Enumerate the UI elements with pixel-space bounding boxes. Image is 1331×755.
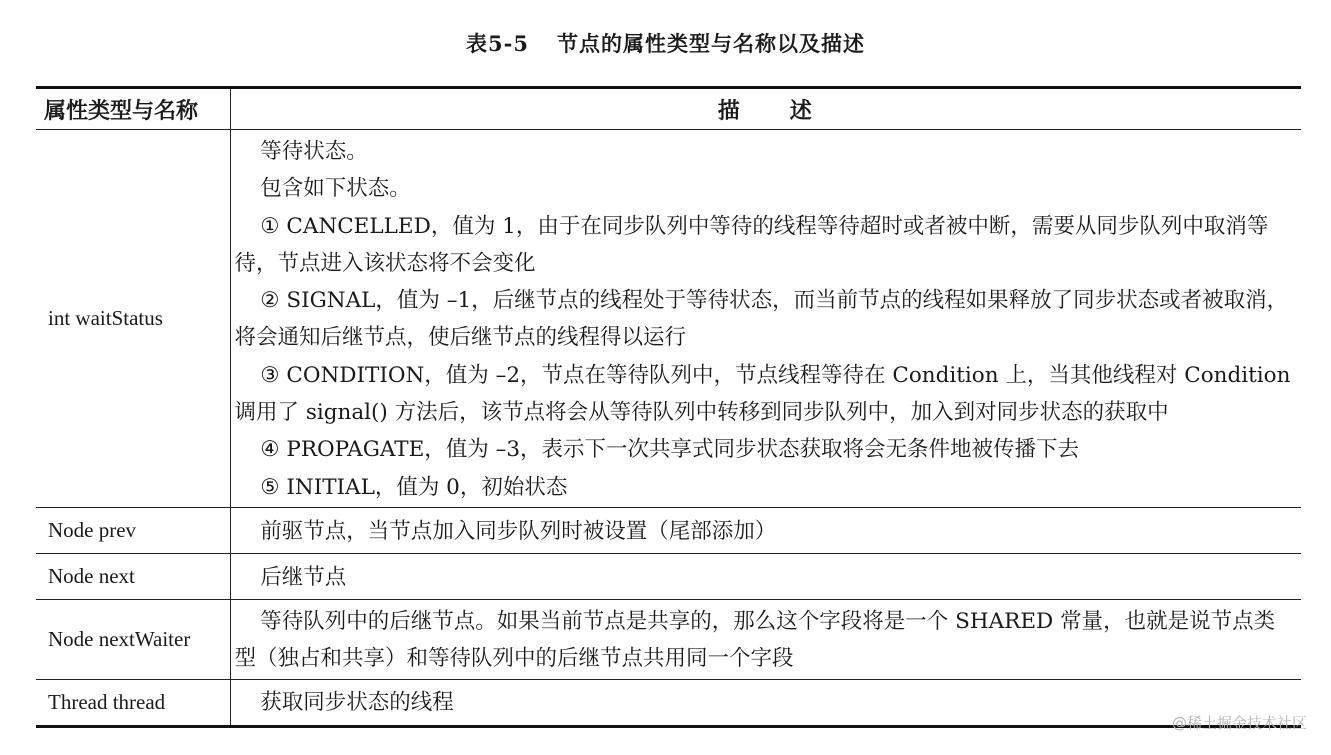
attr-name: Node next bbox=[36, 553, 230, 599]
table-row bbox=[36, 507, 1301, 553]
attr-description bbox=[230, 553, 1301, 599]
desc-paragraph: 等待状态。 bbox=[260, 139, 368, 164]
desc-paragraph: ① CANCELLED，值为 1，由于在同步队列中等待的线程等待超时或者被中断，需要从同步队列中取消等待，节点进入该状态将不会变化 bbox=[234, 213, 1269, 276]
desc-paragraph: ③ CONDITION，值为 –2，节点在等待队列中，节点线程等待在 Condition 上，当其他线程对 Condition 调用了 signal() 方法后，该节点将会从等待队列中转移到同步队列中，加入到对同步状态的获取中 bbox=[234, 362, 1291, 426]
table-number: 表5-5 bbox=[466, 31, 529, 56]
table-header-row bbox=[36, 88, 1301, 130]
desc-paragraph: 包含如下状态。 bbox=[260, 176, 411, 202]
table-title: 节点的属性类型与名称以及描述 bbox=[556, 31, 865, 56]
attr-description bbox=[230, 507, 1301, 553]
desc-paragraph: 后继节点 bbox=[260, 564, 347, 590]
attribute-table bbox=[36, 86, 1301, 728]
desc-paragraph: ④ PROPAGATE，值为 –3，表示下一次共享式同步状态获取将会无条件地被传播下去 bbox=[260, 437, 1080, 463]
table-row bbox=[36, 553, 1301, 599]
attr-description bbox=[230, 130, 1301, 508]
attr-name: Thread thread bbox=[36, 679, 230, 726]
table-caption bbox=[0, 28, 1331, 58]
attr-description bbox=[230, 679, 1301, 726]
table-row bbox=[36, 679, 1301, 726]
table-row bbox=[36, 130, 1301, 508]
desc-paragraph: 前驱节点，当节点加入同步队列时被设置（尾部添加） bbox=[260, 518, 777, 544]
desc-paragraph: ② SIGNAL，值为 –1，后继节点的线程处于等待状态，而当前节点的线程如果释放了同步状态或者被取消，将会通知后继节点，使后继节点的线程得以运行 bbox=[234, 288, 1289, 351]
header-name: 属性类型与名称 bbox=[36, 88, 230, 130]
attr-name: Node nextWaiter bbox=[36, 599, 230, 679]
attr-name: Node prev bbox=[36, 507, 230, 553]
table-row bbox=[36, 599, 1301, 679]
desc-paragraph: 获取同步状态的线程 bbox=[260, 690, 454, 716]
watermark: @稀土掘金技术社区 bbox=[1171, 714, 1307, 732]
header-description: 描 述 bbox=[230, 88, 1301, 130]
desc-paragraph: ⑤ INITIAL，值为 0，初始状态 bbox=[260, 474, 568, 500]
attr-name: int waitStatus bbox=[36, 130, 230, 508]
desc-paragraph: 等待队列中的后继节点。如果当前节点是共享的，那么这个字段将是一个 SHARED 常量，也就是说节点类型（独占和共享）和等待队列中的后继节点共用同一个字段 bbox=[234, 608, 1276, 672]
attr-description bbox=[230, 599, 1301, 679]
